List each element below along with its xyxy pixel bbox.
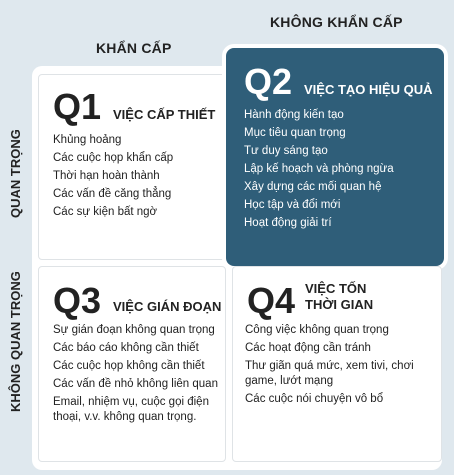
q4-title-line2: THỜI GIAN	[305, 297, 374, 312]
list-item: Sự gián đoạn không quan trọng	[53, 324, 215, 336]
list-item: Hành động kiến tạo	[244, 109, 344, 121]
q1-list	[53, 133, 218, 223]
quadrant-q1	[38, 74, 226, 260]
list-item: Tư duy sáng tạo	[244, 145, 328, 157]
list-item: Công việc không quan trọng	[245, 324, 389, 336]
q1-number: Q1	[53, 86, 102, 127]
q1-title: VIỆC CẤP THIẾT	[113, 107, 216, 122]
list-item: Khủng hoảng	[53, 134, 122, 146]
quadrant-q2	[226, 48, 444, 266]
list-item: Các cuộc họp không cần thiết	[53, 360, 205, 372]
q2-title: VIỆC TẠO HIỆU QUẢ	[304, 82, 433, 97]
q3-number: Q3	[53, 280, 102, 321]
list-item: Các vấn đề nhỏ không liên quan	[53, 378, 218, 390]
q4-list	[245, 323, 435, 410]
q4-number: Q4	[247, 280, 296, 321]
q4-title-line1: VIỆC TỐN	[305, 281, 367, 296]
list-item: Các cuộc họp khẩn cấp	[53, 152, 174, 164]
list-item: Các hoạt động cần tránh	[245, 342, 371, 354]
list-item: Các vấn đề căng thẳng	[53, 188, 172, 200]
list-item: Mục tiêu quan trọng	[244, 127, 346, 139]
list-item: Các báo cáo không cần thiết	[53, 342, 199, 354]
list-item: Các cuộc nói chuyện vô bổ	[245, 393, 384, 405]
quadrant-q3	[38, 266, 226, 462]
list-item: Email, nhiệm vụ, cuộc gọi điện thoại, v.v. không quan trọng.	[53, 396, 209, 423]
list-item: Xây dựng các mối quan hệ	[244, 181, 382, 193]
list-item: Lập kế hoạch và phòng ngừa	[244, 163, 394, 175]
header-not-urgent: KHÔNG KHẨN CẤP	[270, 14, 403, 30]
list-item: Học tập và đổi mới	[244, 199, 341, 211]
label-not-important: KHÔNG QUAN TRỌNG	[8, 271, 23, 412]
list-item: Hoạt động giải trí	[244, 217, 332, 229]
list-item: Thư giãn quá mức, xem tivi, chơi game, lướt mạng	[245, 360, 414, 387]
list-item: Thời hạn hoàn thành	[53, 170, 160, 182]
label-important: QUAN TRỌNG	[8, 129, 23, 218]
q4-title	[305, 281, 373, 313]
q2-number: Q2	[244, 61, 293, 102]
q3-title: VIỆC GIÁN ĐOẠN	[113, 299, 222, 314]
list-item: Các sự kiện bất ngờ	[53, 206, 158, 218]
quadrant-q4	[232, 266, 442, 462]
header-urgent: KHẨN CẤP	[96, 40, 172, 56]
q3-list	[53, 323, 221, 428]
q2-list	[244, 108, 436, 234]
